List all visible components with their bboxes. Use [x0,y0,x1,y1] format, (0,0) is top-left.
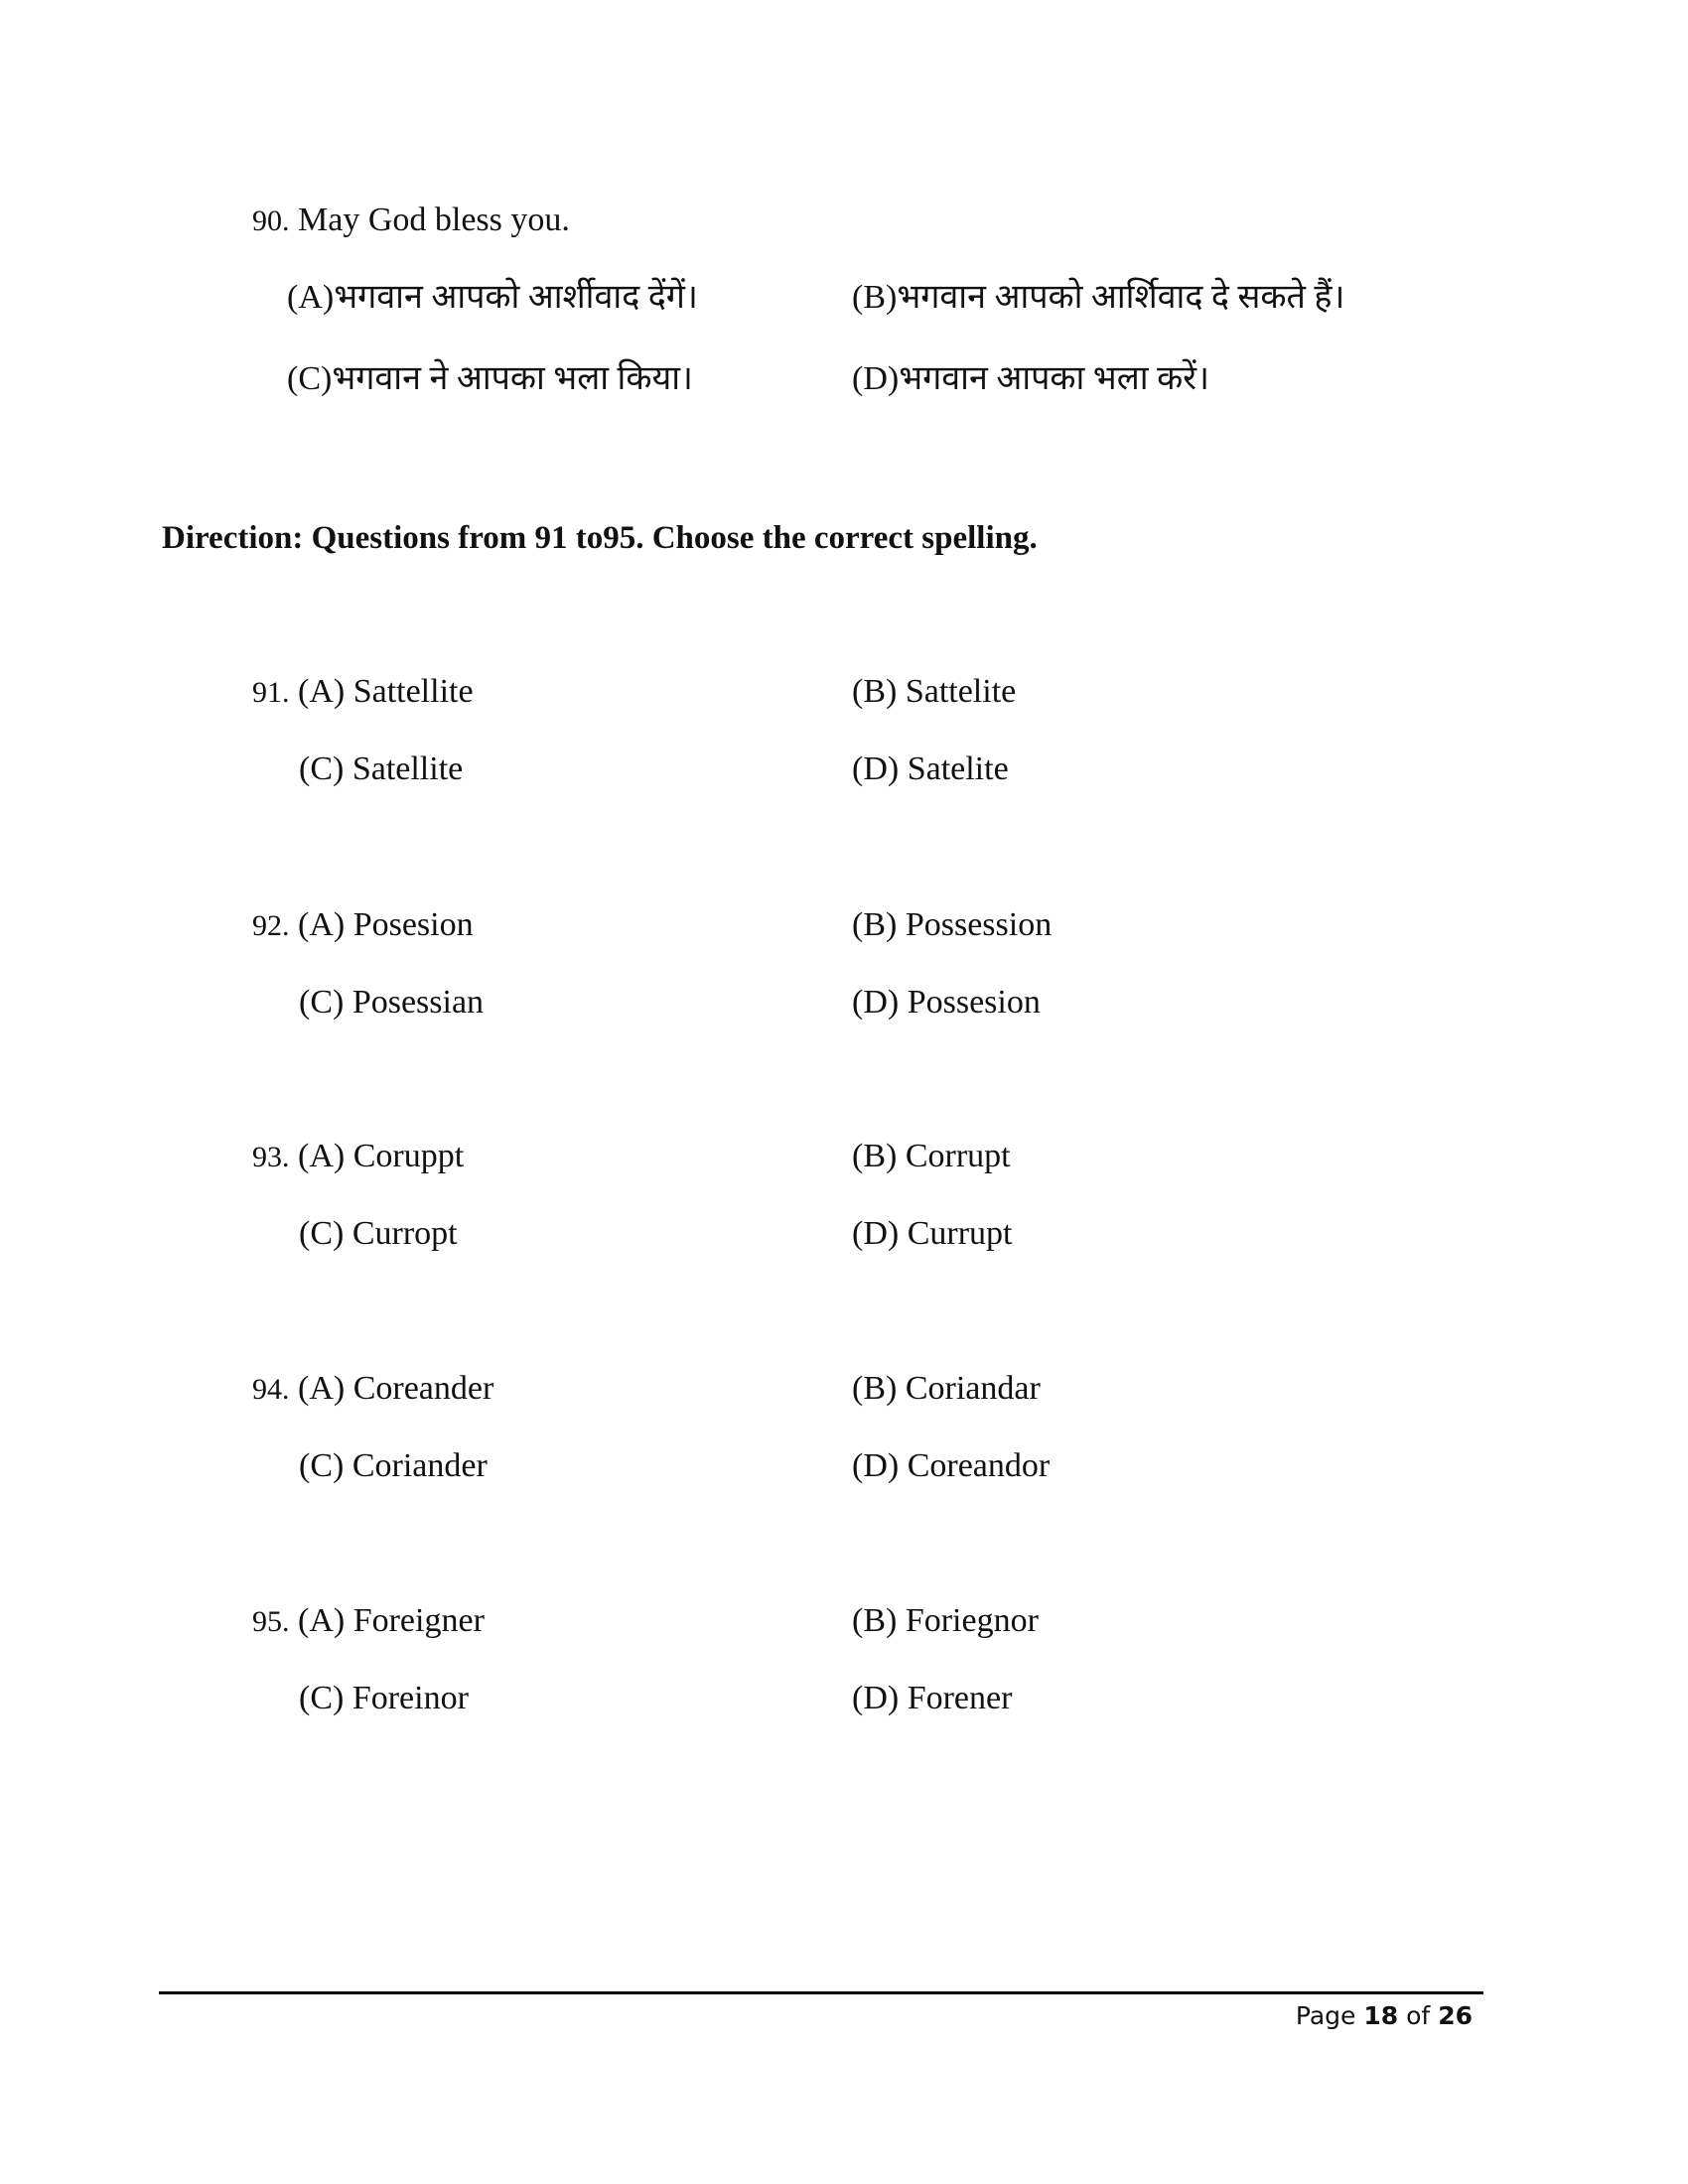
option-label: (D) [852,984,900,1021]
option-label: (C) [299,1680,345,1716]
option-text: भगवान आपका भला करें। [899,360,1209,397]
option-90-c [287,359,693,399]
option-text: Curropt [352,1215,458,1252]
question-number: 91. [252,676,290,709]
option-93-a [252,1137,464,1177]
option-text: भगवान आपको आर्शीवाद देंगें। [334,279,698,316]
option-label: (D) [852,751,900,787]
of-word: of [1406,2001,1431,2030]
option-text: Satelite [907,751,1009,787]
option-92-b [852,905,1052,945]
option-94-d [852,1446,1050,1486]
option-label: (D) [852,1447,900,1484]
option-91-a [252,672,474,713]
option-93-d [852,1214,1012,1254]
option-90-d [852,359,1209,399]
option-text: Coriandar [905,1370,1041,1407]
option-text: Posessian [352,984,485,1021]
option-label: (D) [852,1680,900,1716]
option-text: Possesion [907,984,1041,1021]
option-label: (C) [299,984,345,1021]
option-text: Coreander [352,1370,494,1407]
option-95-b [852,1601,1039,1641]
option-94-a [252,1369,493,1410]
option-text: Forener [907,1680,1013,1716]
option-text: Currupt [907,1215,1013,1252]
option-91-b [852,672,1016,712]
option-label: (B) [852,1370,898,1407]
option-text: Foriegnor [905,1602,1039,1639]
option-label: (C) [299,751,345,787]
option-label: (A) [298,1602,346,1639]
current-page: 18 [1363,2001,1399,2030]
option-label: (A) [298,906,346,943]
option-92-d [852,983,1041,1023]
option-label: (B) [852,279,898,316]
question-number: 92. [252,909,290,942]
option-95-c [299,1679,469,1718]
option-text: Coruppt [352,1138,465,1174]
option-label: (A) [298,1138,346,1174]
option-text: Coreandor [907,1447,1051,1484]
option-92-a [252,905,474,946]
option-text: Foreinor [352,1680,469,1716]
option-92-c [299,983,484,1023]
option-91-c [299,750,463,789]
option-label: (A) [298,673,346,710]
option-94-c [299,1446,488,1486]
option-95-a [252,1601,485,1642]
option-label: (D) [852,360,900,397]
option-text: Sattelite [905,673,1017,710]
question-number: 95. [252,1605,290,1638]
option-93-c [299,1214,458,1254]
option-label: (C) [299,1215,345,1252]
option-label: (C) [299,1447,345,1484]
question-90 [252,201,570,241]
option-text: Sattellite [352,673,474,710]
option-91-d [852,750,1009,789]
option-text: भगवान आपको आर्शिवाद दे सकते हैं। [897,279,1345,316]
option-90-b [852,278,1344,318]
option-text: भगवान ने आपका भला किया। [332,360,693,397]
option-label: (B) [852,906,898,943]
page-number [1296,2001,1473,2030]
option-text: Satellite [352,751,464,787]
question-number: 90. [252,205,290,237]
total-pages: 26 [1438,2001,1473,2030]
option-text: Coriander [352,1447,488,1484]
option-text: Posesion [352,906,474,943]
question-number: 93. [252,1141,290,1173]
direction-heading: Direction: Questions from 91 to95. Choose the correct spelling. [162,520,1038,556]
option-text: Foreigner [352,1602,485,1639]
option-90-a [287,278,698,318]
option-text: Possession [905,906,1053,943]
footer-divider [159,1991,1483,1994]
option-label: (B) [852,673,898,710]
question-text: May God bless you. [298,202,570,238]
option-text: Corrupt [905,1138,1011,1174]
option-label: (B) [852,1138,898,1174]
option-label: (C) [287,360,333,397]
option-93-b [852,1137,1011,1176]
option-label: (D) [852,1215,900,1252]
page-word: Page [1295,2001,1356,2030]
option-label: (A) [287,279,335,316]
option-label: (A) [298,1370,346,1407]
option-95-d [852,1679,1012,1718]
option-94-b [852,1369,1041,1409]
question-number: 94. [252,1373,290,1406]
option-label: (B) [852,1602,898,1639]
